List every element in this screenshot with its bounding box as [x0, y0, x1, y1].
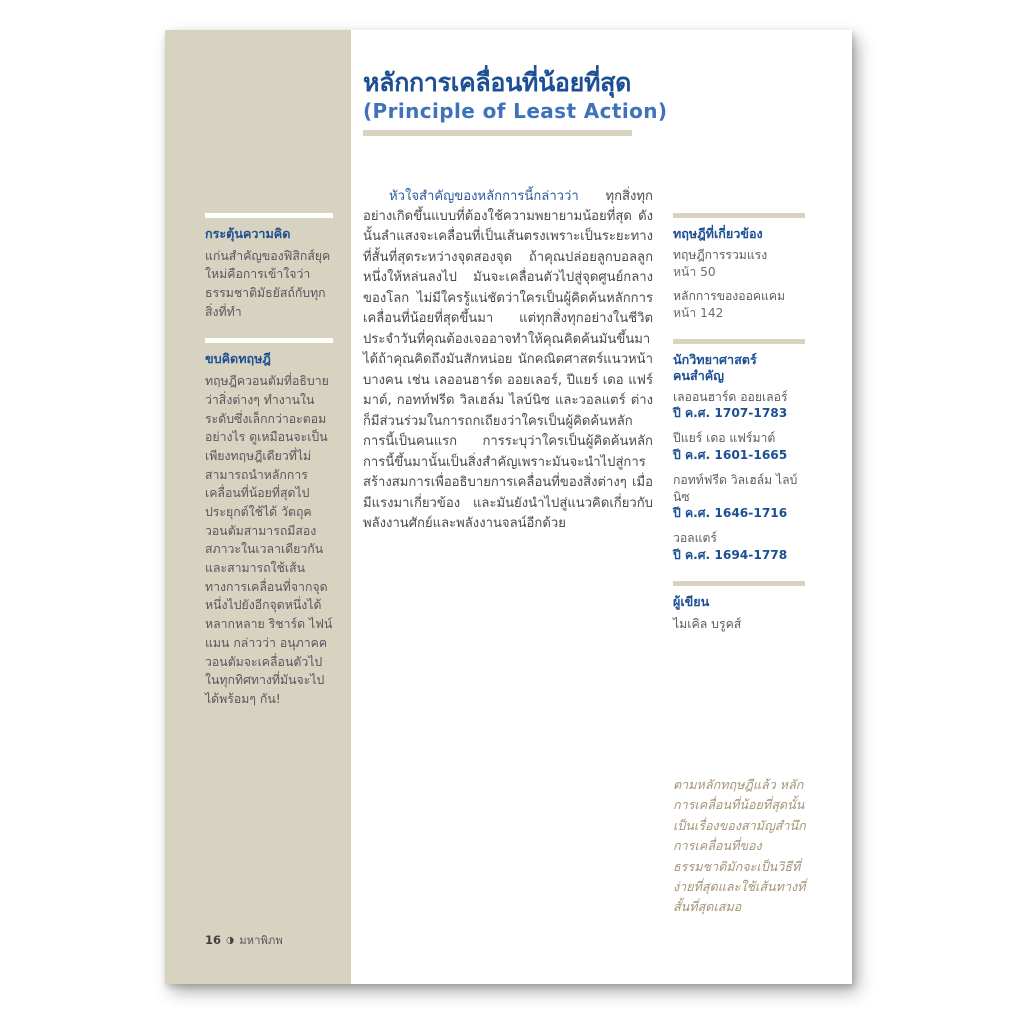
scientist-years: ปี ค.ศ. 1646-1716 — [673, 506, 788, 521]
related-theory-name: ทฤษฎีการรวมแรง — [673, 247, 768, 262]
scientist-name: ปีแยร์ เดอ แฟร์มาต์ — [673, 431, 776, 446]
book-page — [165, 30, 852, 984]
section-heading-line-1: นักวิทยาศาสตร์ — [673, 352, 757, 368]
scientist-name: วอลแตร์ — [673, 531, 717, 546]
section-heading: ทฤษฎีที่เกี่ยวข้อง — [673, 226, 763, 241]
scientist-years: ปี ค.ศ. 1694-1778 — [673, 548, 788, 563]
scientist-years: ปี ค.ศ. 1707-1783 — [673, 406, 788, 421]
related-theory-page: หน้า 50 — [673, 264, 716, 279]
sidebar-section-theory — [205, 338, 333, 708]
section-body: ทฤษฎีควอนตัมที่อธิบายว่าสิ่งต่างๆ ทำงานในระดับซึ่งเล็กกว่าอะตอมอย่างไร ดูเหมือนจะเป็นเพียงทฤษฎีเดียวที่ไม่สามารถนำหลักการเคลื่อนที่น้อยที่สุดไปประยุกต์ใช้ได้ วัตถุควอนตัมสามารถมีสองสภาวะในเวลาเดียวกันและสามารถใช้เส้นทางการเคลื่อนที่จากจุดหนึ่งไปยังอีกจุดหนึ่งได้หลากหลาย ริชาร์ด ไฟน์แมน กล่าวว่า อนุภาคควอนตัมจะเคลื่อนตัวไปในทุกทิศทางที่มันจะไปได้พร้อมๆ กัน! — [205, 374, 333, 706]
lead-sentence: หัวใจสำคัญของหลักการนี้กล่าวว่า — [389, 188, 579, 204]
half-circle-icon: ◑ — [226, 935, 235, 946]
sidebar-section-provoke — [205, 213, 333, 321]
right-sidebar — [673, 213, 805, 650]
section-heading-line-2: คนสำคัญ — [673, 367, 724, 383]
pull-quote: ตามหลักทฤษฎีแล้ว หลักการเคลื่อนที่น้อยที่สุดนั้นเป็นเรื่องของสามัญสำนึก การเคลื่อนที่ของธรรมชาติมักจะเป็นวิธีที่ง่ายที่สุดและใช้เส้นทางที่สั้นที่สุดเสมอ — [673, 777, 806, 915]
section-heading — [673, 352, 805, 383]
sidebar-section-key-scientists — [673, 339, 805, 564]
section-divider-rule — [673, 213, 805, 218]
related-theory-name: หลักการของออคแคม — [673, 289, 786, 304]
article-body — [363, 187, 653, 535]
sidebar-section-author — [673, 581, 805, 633]
section-heading: กระตุ้นความคิด — [205, 226, 291, 241]
scientist-name: เลออนฮาร์ด ออยเลอร์ — [673, 389, 788, 404]
book-title-label: มหาพิภพ — [239, 934, 283, 947]
page-footer — [205, 931, 283, 949]
scientist-entry — [673, 472, 805, 522]
section-body: แก่นสำคัญของฟิสิกส์ยุคใหม่คือการเข้าใจว่าธรรมชาติมัธยัสถ์กับทุกสิ่งที่ทำ — [205, 248, 331, 319]
section-divider-rule — [673, 339, 805, 344]
scientist-years: ปี ค.ศ. 1601-1665 — [673, 448, 788, 462]
scientist-entry — [673, 430, 805, 464]
section-heading: ผู้เขียน — [673, 593, 710, 609]
related-theory-entry — [673, 247, 805, 281]
author-name: ไมเคิล บรูคส์ — [673, 616, 742, 631]
section-heading: ขบคิดทฤษฎี — [205, 351, 271, 367]
section-divider-rule — [205, 213, 333, 218]
related-theory-entry — [673, 288, 805, 322]
body-paragraph: ทุกสิ่งทุกอย่างเกิดขึ้นแบบที่ต้องใช้ความพยายามน้อยที่สุด ดังนั้นลำแสงจะเคลื่อนที่เป็นเส้นตรงเพราะเป็นระยะทางที่สั้นที่สุดระหว่างจุดสองจุด ถ้าคุณปล่อยลูกบอลลูกหนึ่งให้หล่นลงไป มันจะเคลื่อนตัวไปสู่จุดศูนย์กลางของโลก ไม่มีใครรู้แน่ชัดว่าใครเป็นผู้คิดค้นหลักการเคลื่อนที่น้อยที่สุดขึ้นมา แต่ทุกสิ่งทุกอย่างในชีวิตประจำวันที่คุณต้องเจออาจทำให้คุณคิดค้นมันขึ้นมาได้ถ้าคุณคิดถึงมันสักหน่อย นักคณิตศาสตร์แนวหน้าบางคน เช่น เลออนฮาร์ด ออยเลอร์, ปีแยร์ เดอ แฟร์มาต์, กอทท์ฟรีด วิลเฮล์ม ไลบ์นิซ และวอลแตร์ ต่างก็มีส่วนร่วมในการถกเถียงว่าใครเป็นผู้คิดค้นหลักการนี้เป็นคนแรก การระบุว่าใครเป็นผู้คิดค้นหลักการนี้ขึ้นมานั้นเป็นสิ่งสำคัญเพราะมันจะนำไปสู่การสร้างสมการเพื่ออธิบายการเคลื่อนที่ของสิ่งต่างๆ เมื่อมีแรงมาเกี่ยวข้อง และมันยังนำไปสู่แนวคิดเกี่ยวกับพลังงานศักย์และพลังงานจลน์อีกด้วย — [363, 188, 654, 532]
sidebar-section-related-theories — [673, 213, 805, 322]
section-divider-rule — [673, 581, 805, 586]
scientist-entry — [673, 389, 805, 423]
section-divider-rule — [205, 338, 333, 343]
related-theory-page: หน้า 142 — [673, 306, 724, 321]
left-sidebar — [205, 213, 333, 726]
scientist-entry — [673, 530, 805, 564]
page-title-english: (Principle of Least Action) — [363, 98, 668, 123]
page-title-thai: หลักการเคลื่อนที่น้อยที่สุด — [363, 68, 632, 97]
scientist-name: กอทท์ฟรีด วิลเฮล์ม ไลบ์นิซ — [673, 472, 798, 504]
page-number: 16 — [205, 933, 222, 947]
title-underline-rule — [363, 130, 632, 136]
main-column — [363, 68, 668, 535]
